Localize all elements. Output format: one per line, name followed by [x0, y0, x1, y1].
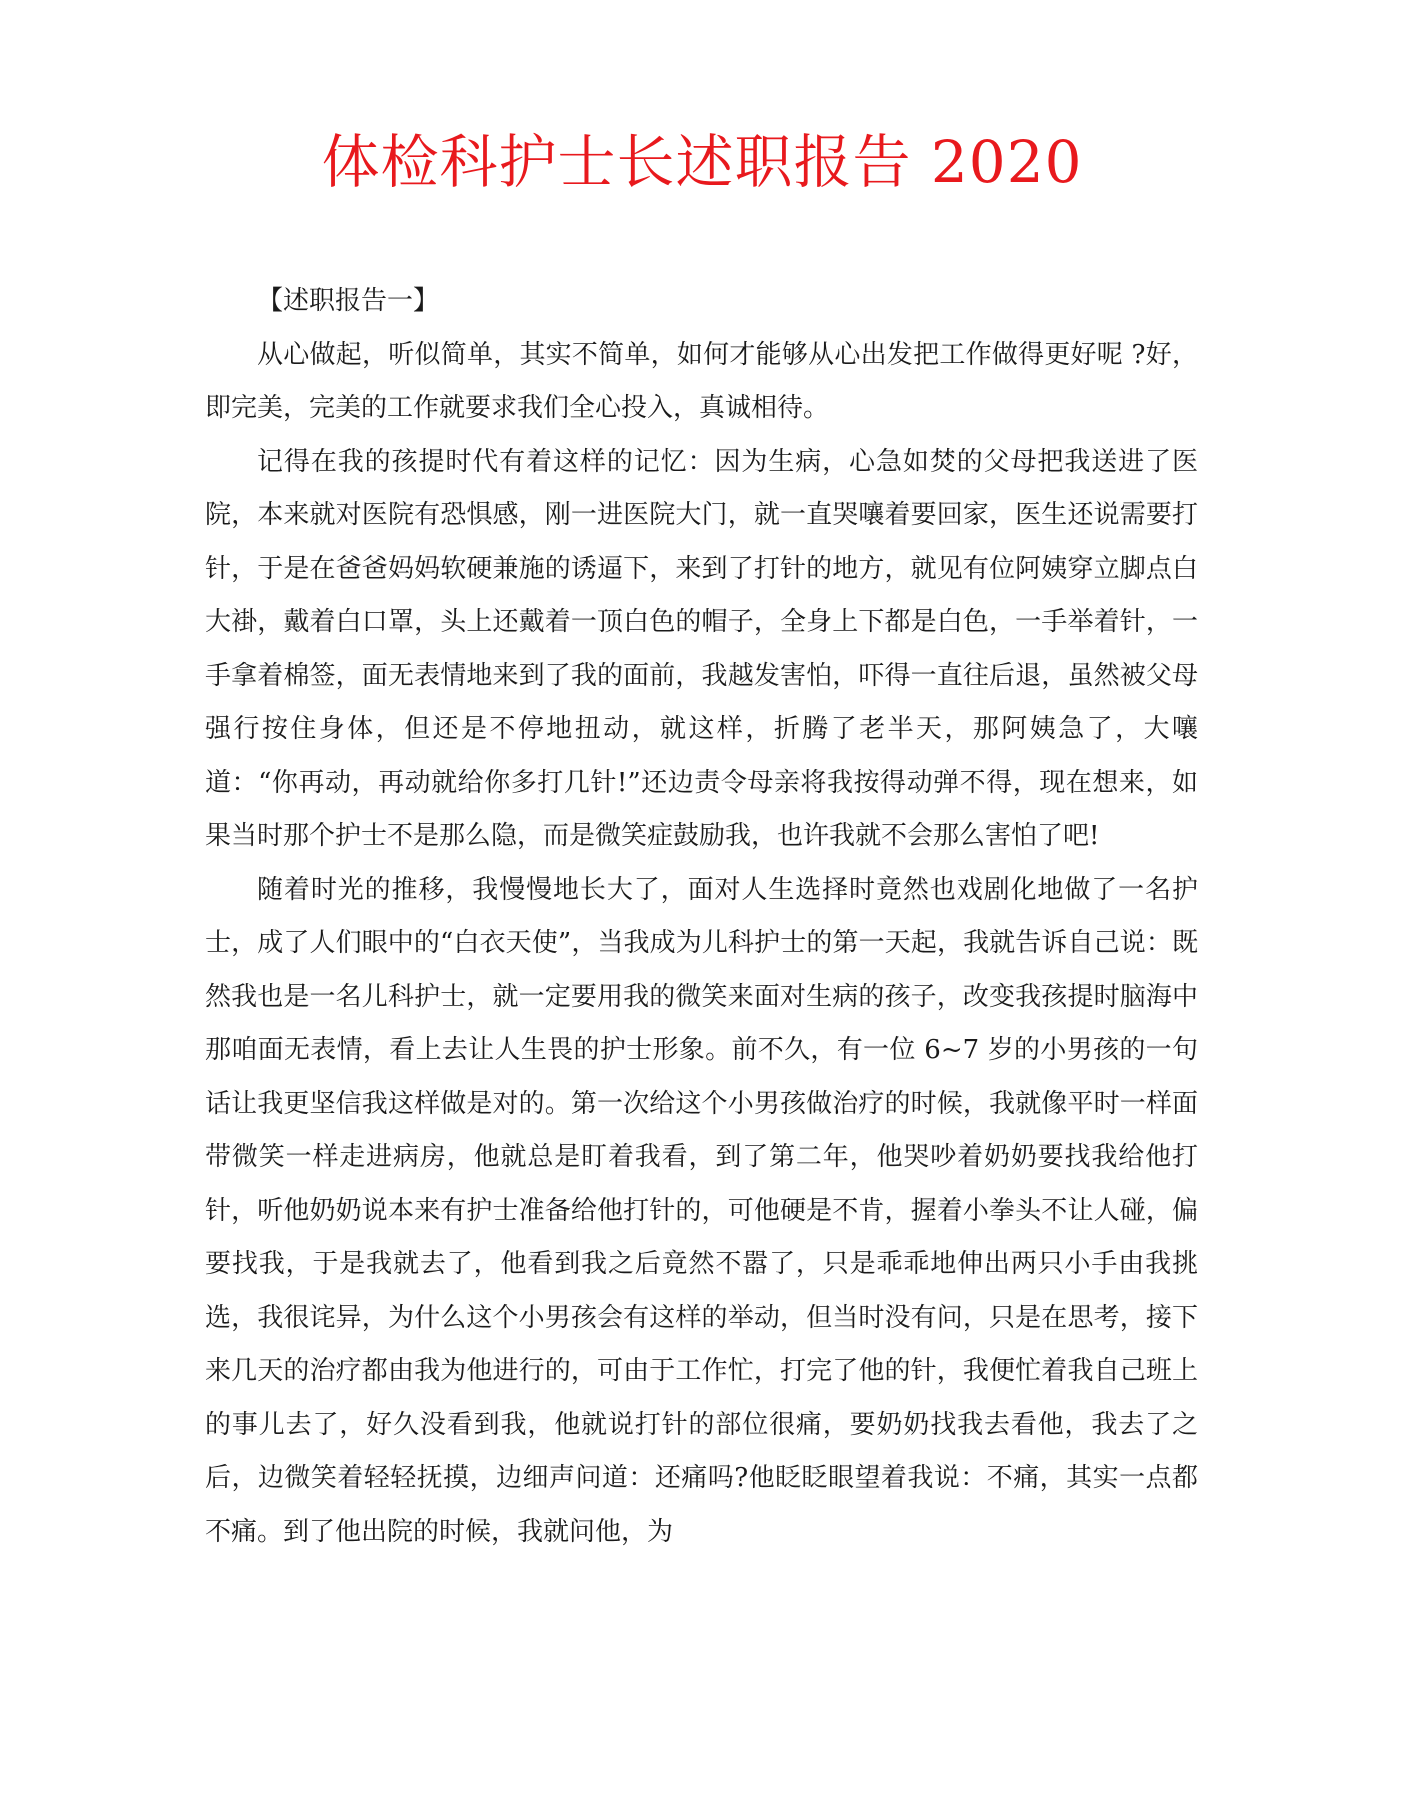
document-body — [205, 275, 1198, 1559]
section-heading: 【述职报告一】 — [257, 286, 440, 316]
paragraph-3: 随着时光的推移，我慢慢地长大了，面对人生选择时竟然也戏剧化地做了一名护士，成了人们眼中的“白衣天使”，当我成为儿科护士的第一天起，我就告诉自己说：既然我也是一名儿科护士，就一定要用我的微笑来面对生病的孩子，改变我孩提时脑海中那咱面无表情，看上去让人生畏的护士形象。前不久，有一位 6~7 岁的小男孩的一句话让我更坚信我这样做是对的。第一次给这个小男孩做治疗的时候，我就像平时一样面带微笑一样走进病房，他就总是盯着我看，到了第二年，他哭吵着奶奶要找我给他打针，听他奶奶说本来有护士准备给他打针的，可他硬是不肯，握着小拳头不让人碰，偏要找我，于是我就去了，他看到我之后竟然不嚣了，只是乖乖地伸出两只小手由我挑选，我很诧异，为什么这个小男孩会有这样的举动，但当时没有问，只是在思考，接下来几天的治疗都由我为他进行的，可由于工作忙，打完了他的针，我便忙着我自己班上的事儿去了，好久没看到我，他就说打针的部位很痛，要奶奶找我去看他，我去了之后，边微笑着轻轻抚摸，边细声问道：还痛吗?他眨眨眼望着我说：不痛，其实一点都不痛。到了他出院的时候，我就问他，为 — [205, 874, 1198, 1547]
document-title: 体检科护士长述职报告 2020 — [321, 128, 1083, 196]
paragraph-2: 记得在我的孩提时代有着这样的记忆：因为生病，心急如焚的父母把我送进了医院，本来就对医院有恐惧感，刚一进医院大门，就一直哭嚷着要回家，医生还说需要打针，于是在爸爸妈妈软硬兼施的诱逼下，来到了打针的地方，就见有位阿姨穿立脚点白大褂，戴着白口罩，头上还戴着一顶白色的帽子，全身上下都是白色，一手举着针，一手拿着棉签，面无表情地来到了我的面前，我越发害怕，吓得一直往后退，虽然被父母强行按住身体，但还是不停地扭动，就这样，折腾了老半天，那阿姨急了，大嚷道：“你再动，再动就给你多打几针!”还边责令母亲将我按得动弹不得，现在想来，如果当时那个护士不是那么隐，而是微笑症鼓励我，也许我就不会那么害怕了吧! — [205, 446, 1198, 851]
paragraph-1: 从心做起，听似简单，其实不简单，如何才能够从心出发把工作做得更好呢 ?好，即完美，完美的工作就要求我们全心投入，真诚相待。 — [205, 339, 1198, 423]
